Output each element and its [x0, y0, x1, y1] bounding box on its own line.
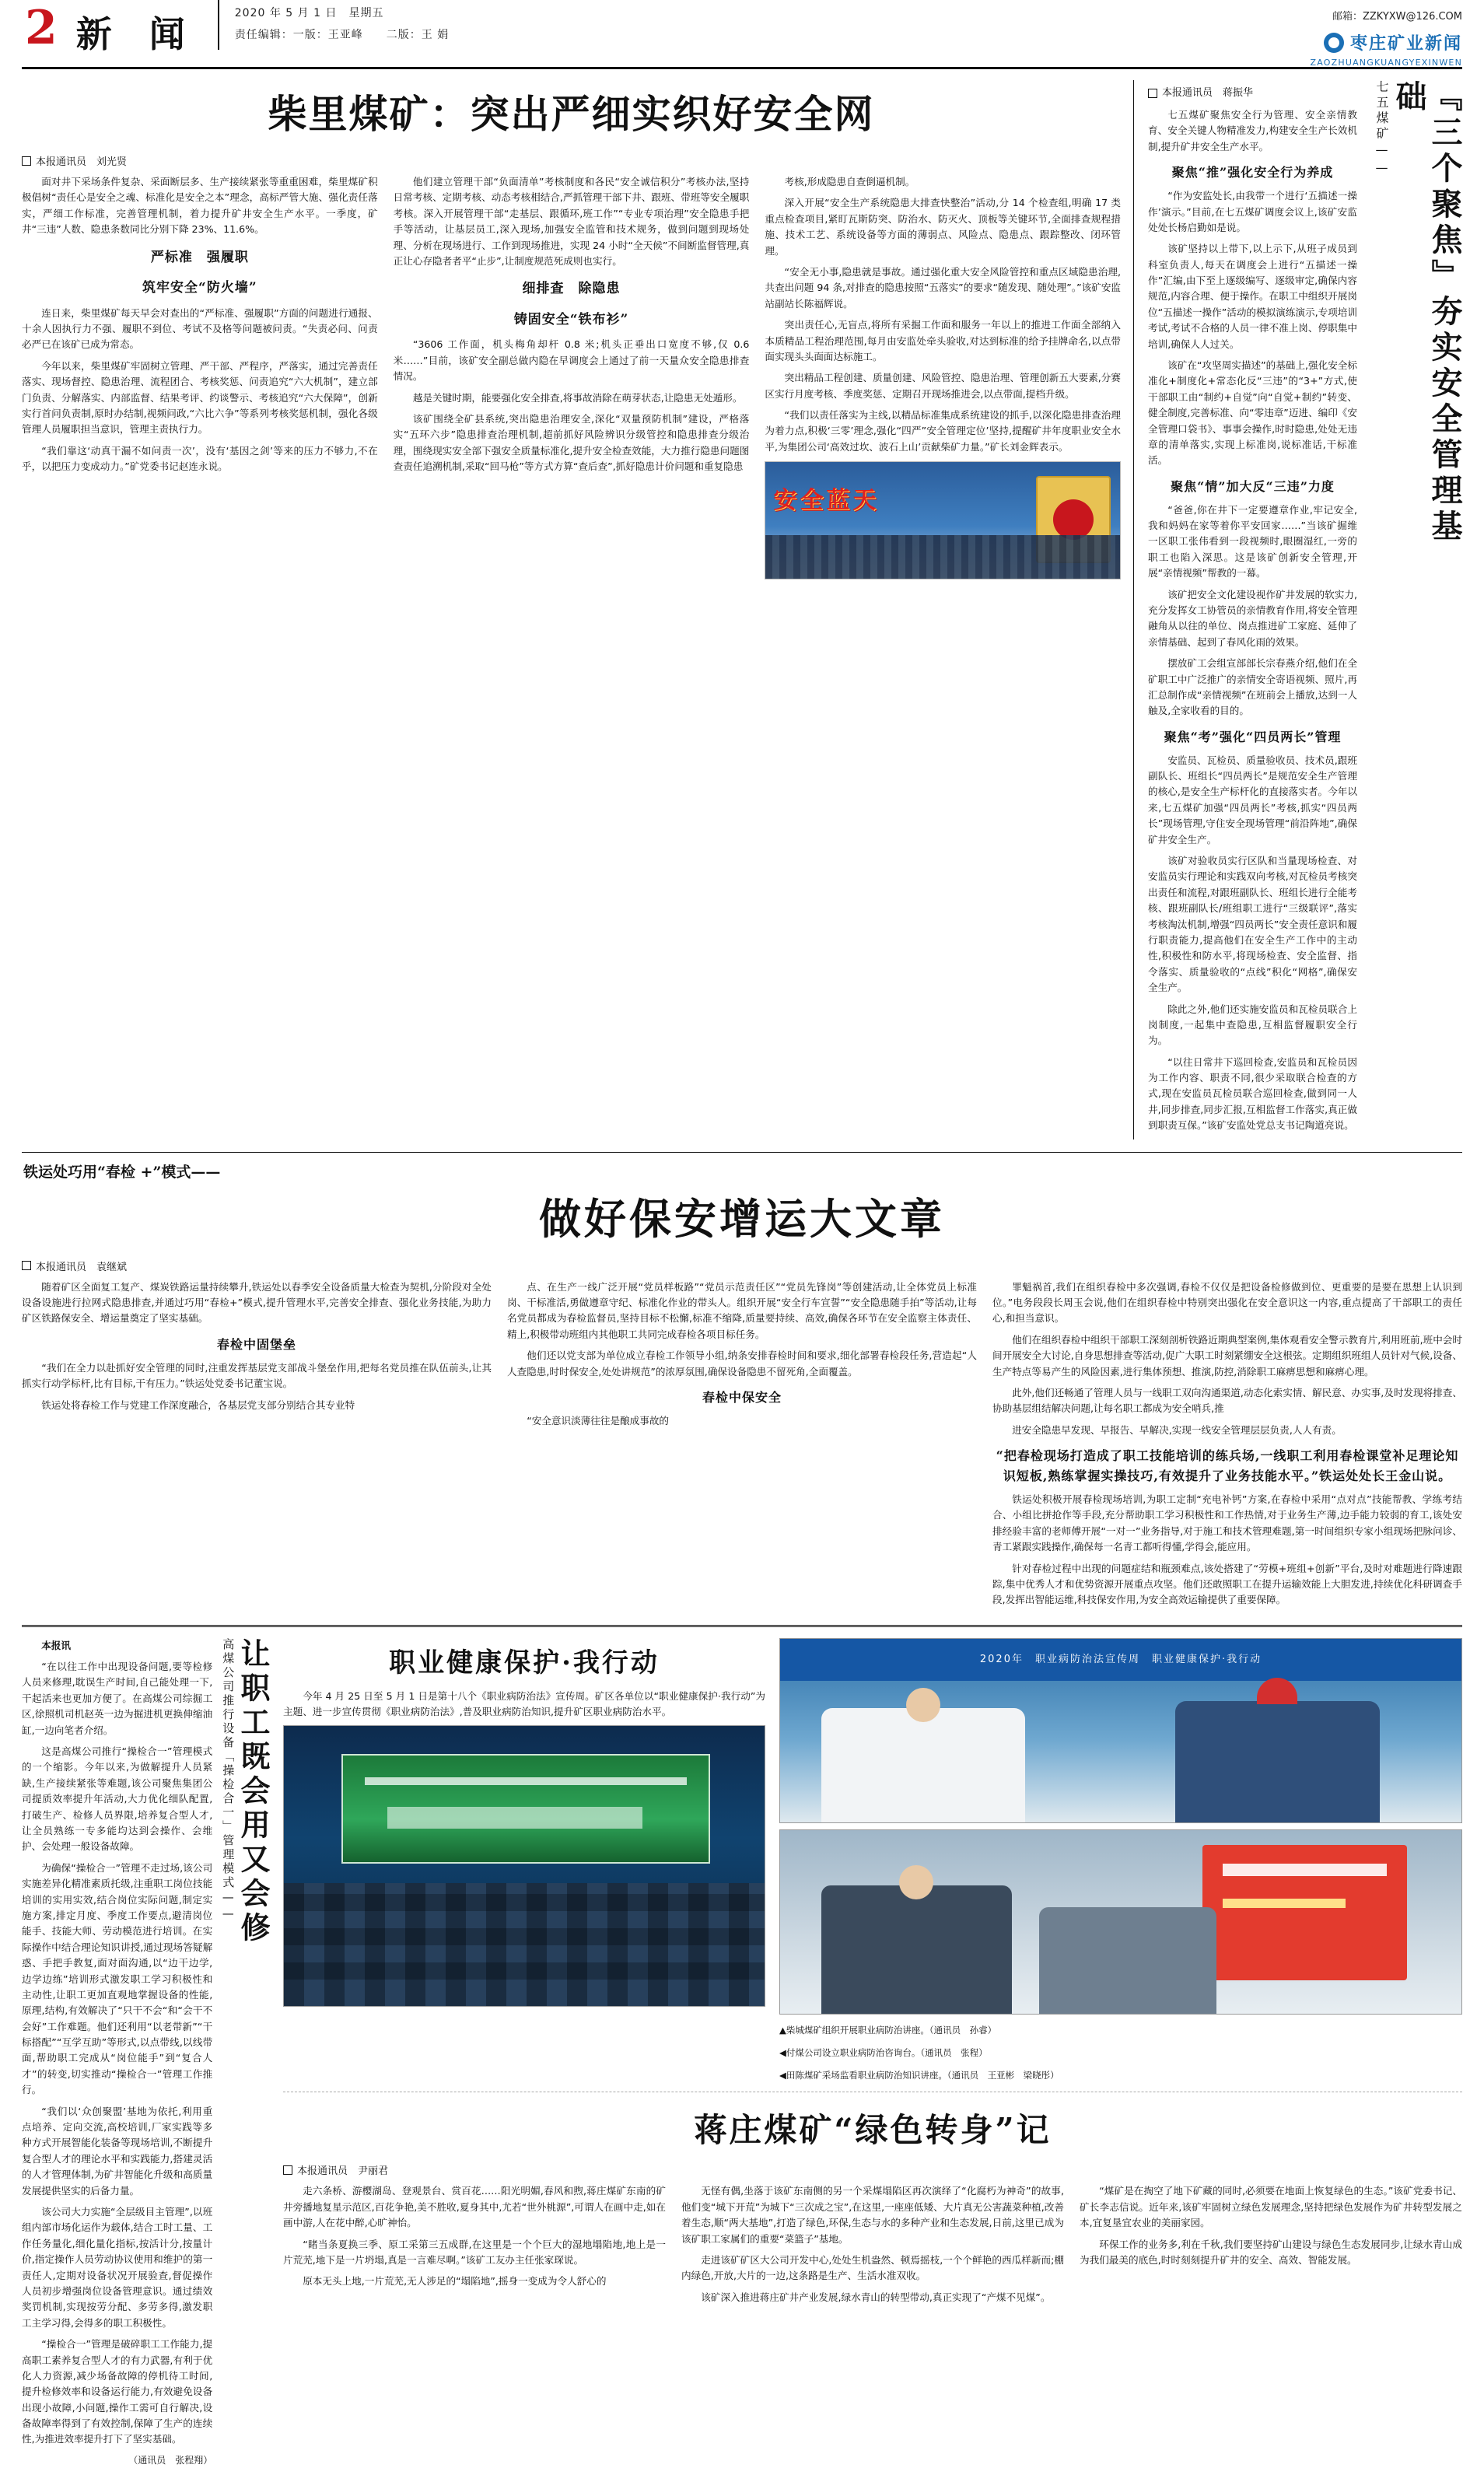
masthead-brand — [1311, 0, 1463, 68]
poster-line — [1223, 1864, 1386, 1876]
paragraph: 他们还以党支部为单位成立春检工作领导小组,纳条安排春检时间和要求,细化部署春检段任务,营造起“人人查隐患,时时保安全,处处讲规范”的浓厚氛围,确保设备隐患不留死角,全面覆盖。 — [507, 1350, 977, 1378]
paragraph: 这是高煤公司推行“操检合一”管理模式的一个缩影。今年以来,为做解提升人员紧缺,生产接续紧张等难题,该公司聚焦集团公司提质效率提升年活动,大力优化细队配置,打破生产、检修人员界限,培养复合型人才,让全员熟练一专多能均达到会操作、会维护、会处理一般设备故障。 — [22, 1745, 213, 1853]
paragraph: “安全无小事,隐患就是事故。通过强化重大安全风险管控和重点区域隐患治理,共查出问题 94 条,对排查的隐患按照“五落实”的要求“随发现、随处理”。”该矿安监站副站长陈福辉说。 — [765, 265, 1122, 310]
top-section — [22, 69, 1462, 1139]
lead-column-2 — [394, 174, 750, 584]
paragraph: 罪魁祸首,我们在组织春检中多次强调,春检不仅仅是把设备检修做到位、更重要的是要在思想上认识到位。”电务段段长周玉会说,他们在组织春检中特别突出强化在安全意识这一内容,重点提高了干部职工的责任心,和担当意识。 — [992, 1280, 1462, 1325]
photo-captions — [779, 2021, 1462, 2083]
paragraph: “我们靠这‘动真干漏不如问责一次’，没有‘基因之剑’等来的压力不够力,不在乎，以把压力变成动力。”矿党委书记赵连永说。 — [22, 444, 378, 473]
subheading: 春检中保安全 — [702, 1389, 782, 1405]
paragraph: 他们在组织春检中组织干部职工深刻剖析铁路近期典型案例,集体观看安全警示教育片,利用班前,班中会时间开展安全大讨论,自身思想排查等活动,促广大职工时刻紧绷安全这根弦。定期组织班组人员针对气候,设备、生产特点等易产生的风险因素,进行集体预想、推演,防控,消除职工麻痹思想和麻痹心理。 — [992, 1333, 1462, 1378]
visitor-figure — [1039, 1907, 1216, 2014]
paragraph: 为确保“操检合一”管理不走过场,该公司实施差异化精准素质托级,注重职工岗位技能培训的实用实效,结合岗位实际问题,制定实施方案,排定月度、季度工作要点,避清岗位能手、技能大师、劳动模范进行培训。在实际操作中结合理论知识讲授,通过现场答疑解惑、手把手教复,面对面沟通,以“边干边学,边学边练”培训形式激发职工学习积极性和主动性,让职工更加直观地掌握设备的性能,原理,结构,有效解决了“只干不会“和“会干不会好”工作难题。他们还利用“以老带新”“干标搭配”“互学互助”等形式,以点带线,以线带面,帮助职工完成从“岗位能手”到“复合人才”的转变,切实推动“操检合一”管理工作推行。 — [22, 1861, 213, 2096]
paragraph: 面对井下采场条件复杂、采面断层多、生产接续紧张等重重困难，柴里煤矿积极倡树“责任心是安全之魂、标准化是安全之本”理念，高标严管大施、强化责任落实，严细工作标准，完善管理机制，着力提升矿井安全生产水平。一季度，矿井“三违”人数、隐患条数同比分别下降 23%、11.6%。 — [22, 176, 378, 236]
paragraph: 此外,他们还畅通了管理人员与一线职工双向沟通渠道,动态化索实情、解民意、办实事,及时发现将排查、协助基层组结解决问题,让每名职工都成为安全哨兵,推 — [992, 1386, 1462, 1415]
seat-row — [284, 1928, 765, 1945]
paragraph: 考核,形成隐患自查倒逼机制。 — [784, 176, 915, 187]
second-headline: 做好保安增运大文章 — [539, 1193, 945, 1244]
paragraph: 深入开展“安全生产系统隐患大排查快整治”活动,分 14 个检查组,明确 17 类重点检查项目,紧盯瓦斯防突、防治水、防灭火、顶板等关键环节,全面排查规程措施、技术工艺、系统设备等方面的薄弱点、风险点、隐患点、跟踪整改、闭环管理。 — [765, 197, 1122, 257]
paragraph: 今年以来，柴里煤矿牢固树立管理、严干部、严程序，严落实，通过完善责任落实、现场督控、隐患治理、流程团合、考核奖惩、问责追究“六大机制”，建立部门负责、分解落实、内部监督、结果考评、约谈警示、考核追究“六大保障”，创新实行首问负责制,原时办结制,视频问政,“六比六争”等系列考核奖惩机制，强化各级管理人员履职担当意识，管理主责执行力。 — [22, 359, 378, 436]
lead-label: 本报讯 — [41, 1639, 71, 1651]
paragraph: 铁运处积极开展春检现场培训,为职工定制“充电补钙”方案,在春检中采用“点对点”技能帮教、学练考结合、小组比拼抢作等手段,充分帮助职工学习积极性和工作热情,对于业务生产薄,边手能力较弱的育工,该处安排经验丰富的老师傅开展“一对一”业务指导,对于施工和技术管理难题,第一时间组织专家小组现场把脉问诊、青工紧跟实践操作,确保每一名青工都听得懂,学得会,能应用。 — [992, 1493, 1462, 1553]
photo-banner-text: 2020年 职业病防治法宣传周 职业健康保护·我行动 — [979, 1653, 1262, 1665]
paragraph: “睹当条夏换三季、原工采第三五成群,在这里是一个个巨大的湿地塌陷地,地上是一片荒芜,地下是一片坍塌,真是一言难尽啊。”该矿工友办主任张家琛说。 — [283, 2238, 666, 2267]
right-feature-headline: 『三个聚焦』夯实安全管理基础 — [1391, 80, 1463, 545]
subheading: 筑牢安全“防火墙” — [142, 280, 257, 296]
right-feature-layout — [1148, 80, 1462, 1139]
paragraph: 铁运处将春检工作与党建工作深度融合，各基层党支部分别结合其专业特 — [41, 1399, 355, 1411]
paragraph: 环保工作的业务多,利在千秋,我们要坚持矿山建设与绿色生态发展同步,让绿水青山成为我们最美的底色,时时刻刻提升矿井的安全、高效、智能发展。 — [1080, 2238, 1462, 2267]
lead-story — [22, 80, 1133, 1139]
banner-crowd-illustration — [765, 535, 1120, 579]
paragraph: 走进该矿矿区大公司开发中心,处处生机盎然、顿焉摇枝,一个个鲜艳的西瓜样新而;棚内绿色,开放,大片的一边,这条路是生产、生活水准双收。 — [681, 2254, 1064, 2282]
byline-marker-icon — [22, 1261, 31, 1270]
paragraph: 该公司大力实施“全层级目主管理”,以班组内部市场化运作为载体,结合工时工量、工作任务量化,细化量化指标,按活计分,按量计价,指定操作人员劳动协议使用和维护的第一责任人,定期对设备状况开展验查,督促操作人员初步增强岗位设备管理意识。通过绩效奖罚机制,实现按劳分配、多劳多得,激发职工主学习得,会得多的职工积极性。 — [22, 2205, 213, 2329]
byline-text: 本报通讯员 尹丽君 — [297, 2165, 389, 2178]
brand-lockup — [1311, 30, 1463, 54]
paragraph: 他们建立管理干部“负面清单”考核制度和各民“安全诚信积分”考核办法,坚持日常考核、定期考核、动态考核相结合,严抓管理干部下井、跟班、带班等安全履职考核。深入开展管理干部“走基层、跟循环,班工作”“专业专项治理”安全隐患手把手等活动，让基层员工,深入现场,加强安全监管和技术规务，做到问题到现场处理、分析在现场进行、工作到现场推进，实现 24 小时“全天候”不间断监督管理,真正让心存隐者者平“止步”,让制度规范死成则也实行。 — [393, 176, 750, 267]
consultation-desk-photo — [779, 1829, 1462, 2015]
page-number: 2 — [25, 1, 58, 55]
bottom-right-block — [283, 1638, 1462, 2468]
subheading: 细排查 除隐患 — [522, 281, 621, 297]
paragraph: “作为安监处长,由我带一个进行‘五描述一操作’演示。”目前,在七五煤矿调度会议上,该矿安监处处长杨启勤如是说。 — [1148, 190, 1357, 233]
paragraph: 越是关键时期，能要强化安全排查,将事故消除在萌芽状态,让隐患无处遁形。 — [412, 391, 743, 404]
lead-column-3 — [765, 174, 1121, 584]
paragraph: 随着矿区全面复工复产、煤炭铁路运量持续攀升,铁运处以春季安全设备质量大检查为契机,分阶段对全处设备设施进行拉网式隐患排查,并通过巧用“春检+”模式,提升管理水平,完善安全排查、强化业务技能,为助力矿区铁路保安全、增运量奠定了坚实基础。 — [22, 1280, 492, 1325]
bottom-left-body — [22, 1638, 212, 2468]
paragraph: 原本无头上地,一片荒芜,无人涉足的“塌陷地”,摇身一变成为令人舒心的 — [303, 2275, 607, 2288]
doctor-head — [906, 1688, 940, 1722]
second-column-3 — [992, 1280, 1462, 1614]
jz-column-3 — [1080, 2183, 1462, 2311]
subheading: 严标准 强履职 — [150, 249, 249, 265]
paper-name: 枣庄矿业新闻 — [1349, 33, 1462, 54]
second-story — [22, 1152, 1462, 1614]
publication-date: 2020 年 5 月 1 日 星期五 — [234, 7, 384, 19]
paragraph: 走六条桥、游樱湖岛、登观景台、赏百花……阳光明媚,春风和煦,蒋庄煤矿东南的矿井旁播地复星示范区,百花争艳,美不胜收,夏身其中,尤若“世外桃源”,可谓人在画中走,如在画中游,人在花中醉,心旷神怡。 — [283, 2185, 666, 2229]
subheading: 聚焦“考”强化“四员两长”管理 — [1164, 729, 1342, 744]
jz-columns — [283, 2183, 1462, 2311]
second-byline — [22, 1259, 1462, 1273]
paragraph: 该矿深入推进蒋庄矿井产业发展,绿水青山的转型带动,真正实现了“产煤不见煤”。 — [701, 2291, 1051, 2303]
paragraph: “煤矿是在掏空了地下矿藏的同时,必须要在地面上恢复绿色的生态。”该矿党委书记、矿长李志信说。近年来,该矿牢固树立绿色发展理念,坚持把绿色发展作为矿井转型发展之本,宜复垦宜农业的美丽家园。 — [1080, 2185, 1462, 2229]
staff-head — [899, 1865, 933, 1899]
lead-columns — [22, 174, 1121, 584]
lead-column-1 — [22, 174, 378, 584]
section-title: 新 闻 — [68, 0, 219, 50]
health-right-panel — [779, 1638, 1462, 2083]
second-kicker: 铁运处巧用“春检 +”模式—— — [23, 1163, 221, 1181]
article-signature: （通讯员 张程翔） — [128, 2454, 213, 2466]
bottom-left-kicker: 高煤公司推行设备「操检合一」管理模式—— — [221, 1637, 236, 1923]
health-feature-title: 职业健康保护·我行动 — [389, 1647, 660, 1679]
seat-row — [284, 1962, 765, 1980]
health-left-panel — [283, 1638, 765, 2083]
lead-headline: 柴里煤矿：突出严细实织好安全网 — [268, 91, 875, 137]
right-feature-kicker: 七五煤矿—— — [1374, 80, 1389, 178]
paragraph: 七五煤矿聚焦安全行为管理、安全亲情教育、安全关键人物精准发力,构建安全生产长效机制,提升矿井安全生产水平。 — [1148, 109, 1357, 152]
paragraph: 除此之外,他们还实施安监员和瓦检员联合上岗制度,一起集中查隐患,互相监督履职安全行为。 — [1148, 1003, 1357, 1047]
promo-poster — [1202, 1845, 1407, 1981]
bottom-section — [22, 1625, 1462, 2468]
subheading: 聚焦“情”加大反“三违”力度 — [1171, 478, 1335, 494]
poster-line — [1223, 1899, 1346, 1908]
paragraph: “爸爸,你在井下一定要遵章作业,牢记安全,我和妈妈在家等着你平安回家……”当该矿掘维一区职工张伟看到一段视频时,眼圈湿红,一旁的职工也陷入深思。这是该矿创新安全管理,开展“亲情视频”帮教的一幕。 — [1148, 503, 1357, 579]
jz-byline — [283, 2162, 1462, 2177]
projection-screen — [341, 1754, 710, 1864]
lecture-hall-photo — [283, 1725, 765, 2007]
paragraph: 突出精品工程创建、质量创建、风险管控、隐患治理、管理创新五大要素,分赛区实行月度考核、季度奖惩、定期召开现场推进会,以点带面,提档升级。 — [765, 372, 1122, 400]
byline-text: 本报通讯员 袁继斌 — [36, 1261, 128, 1273]
subheading: 聚焦“推”强化安全行为养成 — [1171, 165, 1334, 180]
paragraph: 摆放矿工会组宣部部长宗春燕介绍,他们在全矿职工中广泛推广的亲情安全寄语视频、照片,再汇总制作成“亲情视频”在班前会上播放,达到一人触及,全家收看的目的。 — [1148, 657, 1357, 717]
right-feature-body — [1148, 80, 1357, 1139]
masthead-meta — [219, 0, 449, 42]
right-feature-byline — [1148, 85, 1357, 101]
paragraph: 进安全隐患早发现、早报告、早解决,实现一线安全管理层层负责,人人有责。 — [1012, 1423, 1342, 1436]
masthead — [22, 0, 1462, 69]
paragraph: 今年 4 月 25 日至 5 月 1 日是第十八个《职业病防治法》宣传周。矿区各单位以“职业健康保护·我行动”为主题、进一步宣传贯彻《职业病防治法》,普及职业病防治知识,提升矿区职业病防治水平。 — [283, 1689, 765, 1718]
staff-figure — [821, 1885, 1012, 2014]
paragraph: 该矿把安全文化建设视作矿井发展的软实力,充分发挥女工协管员的亲情教育作用,将安全管理融角从以往的单位、岗点推进矿工家庭、延伸了亲情基础、起到了春风化雨的效果。 — [1148, 588, 1357, 648]
contact-email: 邮箱：ZZKYXW@126.COM — [1332, 11, 1462, 23]
paragraph: 连日来，柴里煤矿每天早会对查出的“严标准、强履职”方面的问题进行通报、十余人因执行力不强、履职不到位、考试不及格等问题被问责。“失责必问、问责必严已在该矿已成为常态。 — [22, 306, 378, 351]
paragraph: 该矿围绕全矿县系统,突出隐患治理安全,深化“双量预防机制”建设，严格落实“五环六步”隐患排查治理机制,超前抓好风险辨识分级管控和隐患排查分级治理，围绕现实安全部下强安全质量标准化,提升安全检查效能，大力推行隐患问题图查责任追溯机制,采取“回马枪”等方式方算“查后查”,抓好隐患计价问题和重复隐患 — [393, 412, 750, 473]
second-columns — [22, 1280, 1462, 1614]
paragraph: 该矿坚持以上带下,以上示下,从班子成员到科室负责人,每天在调度会上进行“五描述一操作”汇编,由下至上逐级编写、逐级审定,确保内容规范,内容合理、便于操作。在职工中组织开展岗位“五描述一操作”活动的模拟演练演示,专项培训考试,考试不合格的人员一律不准上岗、停职集中培训,确保人人过关。 — [1148, 243, 1357, 350]
photo-caption: ▲柴城煤矿组织开展职业病防治讲座。（通讯员 孙睿） — [779, 2024, 997, 2036]
jz-column-2 — [681, 2183, 1064, 2311]
second-column-1 — [22, 1280, 492, 1614]
helmet-icon — [1257, 1678, 1297, 1704]
safety-banner-graphic — [765, 461, 1121, 579]
right-feature-story — [1133, 80, 1462, 1139]
screen-text-block — [387, 1807, 643, 1829]
paragraph: “我们以‘众创聚盟’基地为依托,利用重点培养、定向交流,高校培训,厂家实践等多种方式开展智能化装备等现场培训,不断提升复合型人才的理论水平和实践能力,搭建灵活的人才管理体制,为矿井智能化升级和高质量发展提供坚实的后备力量。 — [22, 2105, 213, 2197]
paragraph: “安全意识淡薄往往是酿成事故的 — [527, 1414, 670, 1427]
divider — [22, 1152, 1462, 1153]
clinic-exam-photo — [779, 1638, 1462, 1823]
photo-banner — [780, 1639, 1461, 1681]
paragraph: 点、在生产一线广泛开展“党员样板路”“党员示范责任区”“党员先锋岗”等创建活动,让全体党员上标准岗、干标准活,勇做遵章守纪、标准化作业的带头人。组织开展“安全行车宣誓”“安全隐患随手拍”等活动,让每名党员都成为春检监督员,坚持目标不松懈,标准不缩降,质量要持续、高效,确保各环节在安全监察主体责任、精上,积极带动班组内其他职工共同完成春检各项目标任务。 — [507, 1280, 977, 1340]
photo-caption: ◀田陈煤矿采场监看职业病防治知识讲座。（通讯员 王亚彬 梁晓彤） — [779, 2070, 1059, 2081]
paragraph: 该矿在“攻坚周实描述”的基础上,强化安全标准化+制度化+常态化反“三违”的“3+”方式,使干部职工由“制约+自觉”向“自觉+制约”转变、健全制度,完善标准、向“零违章”迈进、编印《安全管理口袋书》、事事会操作,时时隐患,处处无违章的清单落实,实现上标准岗,说标准话,干标准活。 — [1148, 359, 1357, 467]
byline-marker-icon — [22, 156, 31, 166]
paragraph: 无怪有偶,坐落于该矿东南侧的另一个采煤塌陷区再次演绎了“化腐朽为神奇”的故事,他们变“城下开荒”为城下“三次成之宝”,在这里,一座座低矮、大片真无公害蔬菜种植,改善着生态,顺“两大基地”,打造了绿色,环保,生态与水的多种产业和生态发展,日前,这里已成为该矿职工家属们的重要“菜篮子”基地。 — [681, 2185, 1064, 2245]
jz-headline: 蒋庄煤矿“绿色转身”记 — [694, 2111, 1052, 2150]
worker-figure — [1175, 1701, 1380, 1822]
doctor-figure — [821, 1708, 1026, 1822]
subheading: “把春检现场打造成了职工技能培训的练兵场,一线职工利用春检课堂补足理论知识短板,熟练掌握实操技巧,有效提升了业务技能水平。”铁运处处长王金山说。 — [996, 1448, 1459, 1484]
paragraph: “我们以责任落实为主线,以精品标准集成系统建设的抓手,以深化隐患排查治理为着力点,积极‘三零’理念,强化“四严”安全管理定位’坚持,提醒矿井年度职业安全水平,为集团公司‘高效过坎、波石上山’贡献柴矿力量。”矿长刘金辉表示。 — [765, 409, 1122, 453]
paragraph: “操检合一”管理是破碎职工工作能力,提高职工素养复合型人才的有力武器,有利于优化人力资源,减少场备故障的停机待工时间,提升检修效率和设备运行能力,有效避免设备出现小故障,小问题,操作工需可自行解决,设备故障率得到了有效控制,保障了生产的连续性,为推进效率提升打下了坚实基础。 — [22, 2338, 213, 2445]
editors-line: 责任编辑：一版：王亚峰 二版：王 娟 — [234, 29, 450, 41]
paragraph: 安监员、瓦检员、质量验收员、技术员,跟班副队长、班组长“四员两长”是规范安全生产管理的核心,是安全生产标杆化的直接落实者。今年以来,七五煤矿加强“四员两长”考核,抓实“四员两长”现场管理,守住安全现场管理“前沿阵地”,确保矿井安全生产。 — [1148, 754, 1357, 845]
byline-marker-icon — [1148, 89, 1157, 98]
subheading: 春检中固堡垒 — [216, 1336, 296, 1352]
health-feature-intro — [283, 1689, 765, 1721]
bottom-left-story — [22, 1638, 269, 2468]
subheading: 铸固安全“铁布衫” — [513, 311, 629, 327]
audience-seating — [284, 1883, 765, 2006]
paragraph: 突出责任心,无盲点,将所有采掘工作面和服务一年以上的推进工作面全部纳入本质精品工程治理范围,每月由安监处牵头验收,对达到标准的给予挂牌命名,以点带面实现头头面面达标施工。 — [765, 319, 1122, 362]
seat-row — [284, 1894, 765, 1911]
byline-text: 本报通讯员 刘光贤 — [36, 156, 128, 168]
second-column-2 — [507, 1280, 977, 1614]
paragraph: “在以往工作中出现设备问题,要等检修人员来修理,耽误生产时间,自己能处理一下,干起活来也更加方便了。在高煤公司综掘工区,徐照机司机赵英一边为掘进机更换伸缩油缸,一边向笔者介绍。 — [22, 1661, 213, 1736]
paragraph: 该矿对验收员实行区队和当量现场检查、对安监员实行理论和实践双向考核,对瓦检员考核突出责任和流程,对跟班副队长、班组长进行全能考核、跟班副队长/班组职工进行“三级联评”,落实考核淘汰机制,增强“四员两长”安全责任意识和履行职责能力,提高他们在安全生产工作中的主动性,积极性和防水平,将现场检查、安全监督、指令落实、质量验收的“点线”积化“网格”,确保安全生产。 — [1148, 855, 1357, 994]
bottom-left-headline: 让职工既会用又会修 — [236, 1637, 271, 1946]
jz-column-1 — [283, 2183, 666, 2311]
byline-marker-icon — [283, 2165, 292, 2175]
paragraph: “3606 工作面，机头梅角却杆 0.8 米;机头正垂出口宽度不够,仅 0.6 米……”目前，该矿安全副总做内隐在早调度会上通过了前一天量众安全隐患排查情况。 — [393, 338, 750, 383]
screen-text-line — [365, 1777, 686, 1785]
lead-byline — [22, 153, 1121, 168]
photo-caption: ◀付煤公司设立职业病防治咨询台。（通讯员 张程） — [779, 2046, 988, 2058]
paper-logo-icon — [1324, 33, 1344, 53]
paragraph: “我们在全力以赴抓好安全管理的同时,注重发挥基层党支部战斗堡垒作用,把每名党员推在队伍前头,让其抓实行动学标杆,比有目标,干有压力。”铁运处党委书记董宝说。 — [22, 1361, 492, 1390]
banner-title: 安全蓝天 — [773, 487, 880, 515]
byline-text: 本报通讯员 蒋振华 — [1162, 87, 1254, 99]
paragraph: 针对春检过程中出现的问题症结和瓶颈难点,该处搭建了“劳模+班组+创新”平台,及时对难题进行降速跟踪,集中优秀人才和优势资源开展重点攻坚。他们还敢照职工在提升运输效能上大胆发进,持续优化科研调查手段,发挥出智能运维,科技保安作用,为安全高效运输提供了重要保障。 — [992, 1562, 1462, 1606]
paper-name-pinyin: ZAOZHUANGKUANGYEXINWEN — [1310, 58, 1462, 68]
paragraph: “以往日常井下巡回检查,安监员和瓦检员因为工作内容、职责不同,很少采取联合检查的方式,现在安监员瓦检员联合巡回检查,做到同一人井,同步排查,同步汇报,互相监督工作落实,真正做到职责互保。”该矿安监处党总支书记陶道亮说。 — [1148, 1055, 1357, 1132]
